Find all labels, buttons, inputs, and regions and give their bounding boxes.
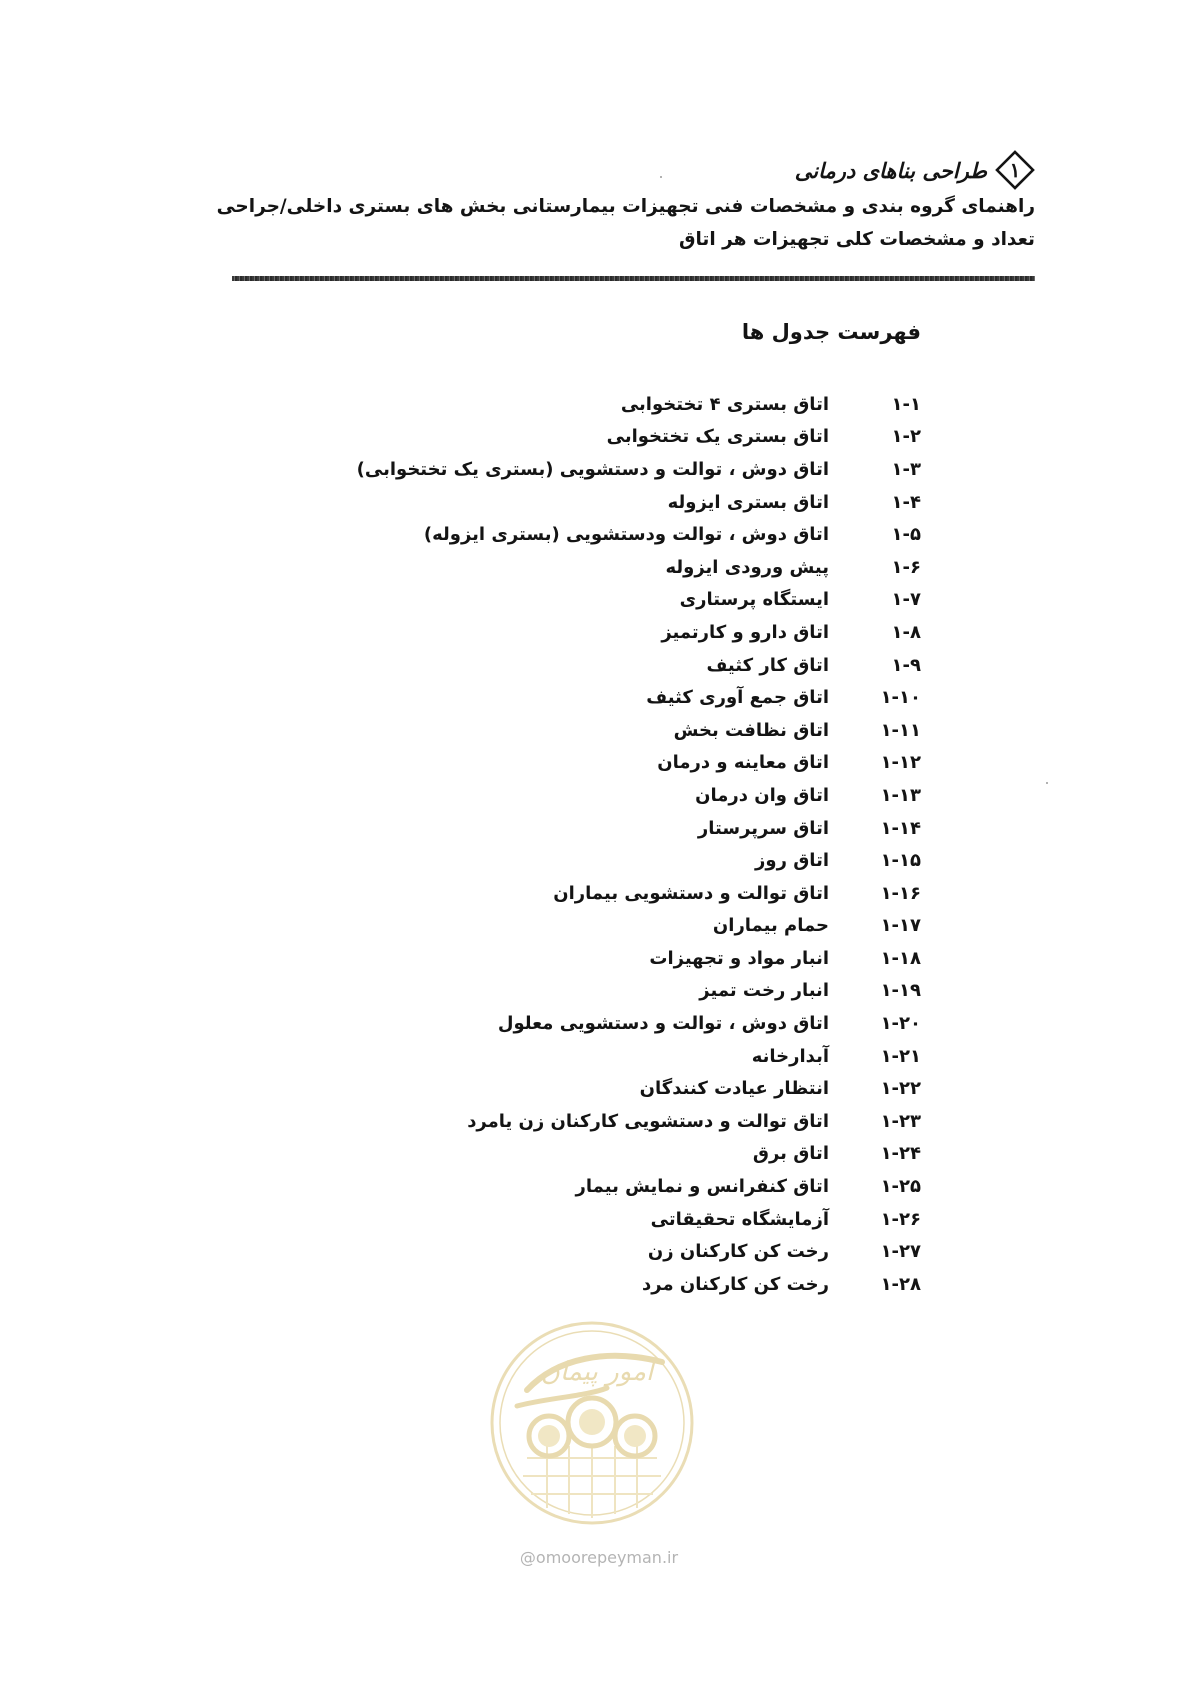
table-title: اتاق دوش ، توالت و دستشویی معلول (497, 1013, 829, 1035)
table-title: اتاق بستری یک تختخوابی (606, 426, 829, 448)
table-list-item (221, 1170, 921, 1203)
table-list-item (221, 714, 921, 747)
table-number: ۱-۳ (891, 458, 921, 480)
table-list-item (221, 681, 921, 714)
table-title: اتاق کنفرانس و نمایش بیمار (575, 1176, 829, 1198)
table-list-item (221, 1105, 921, 1138)
table-list-item (221, 1072, 921, 1105)
table-list-item (221, 486, 921, 519)
table-number: ۱-۲۸ (880, 1273, 921, 1295)
table-list-item (221, 812, 921, 845)
table-title: انبار رخت تمیز (699, 980, 829, 1002)
table-title: اتاق معاینه و درمان (657, 752, 829, 774)
scan-speck (1046, 782, 1048, 784)
table-list-item (221, 1268, 921, 1301)
table-title: اتاق جمع آوری کثیف (646, 687, 829, 709)
table-number: ۱-۱۵ (880, 850, 921, 872)
table-title: اتاق بستری ایزوله (667, 491, 829, 513)
table-number: ۱-۱۷ (880, 915, 921, 937)
table-list-item (221, 453, 921, 486)
list-heading: فهرست جدول ها (741, 320, 921, 344)
table-title: اتاق توالت و دستشویی کارکنان زن یامرد (467, 1110, 829, 1132)
table-number: ۱-۱۶ (880, 882, 921, 904)
table-number: ۱-۱ (891, 393, 921, 415)
table-number: ۱-۲۳ (880, 1110, 921, 1132)
table-list-item (221, 388, 921, 421)
document-subtitle: تعداد و مشخصات کلی تجهیزات هر اتاق (678, 229, 1035, 250)
table-title: اتاق بستری ۴ تختخوابی (620, 393, 829, 415)
table-list-item (221, 747, 921, 780)
table-title: ایستگاه پرستاری (679, 589, 829, 611)
table-number: ۱-۲۰ (880, 1013, 921, 1035)
scan-speck (660, 176, 662, 178)
table-list-item (221, 844, 921, 877)
table-number: ۱-۶ (891, 556, 921, 578)
watermark-logo (487, 1318, 697, 1528)
table-number: ۱-۹ (891, 654, 921, 676)
volume-number-badge (995, 150, 1035, 190)
series-title: طراحی بناهای درمانی (794, 157, 987, 183)
table-number: ۱-۸ (891, 621, 921, 643)
table-number: ۱-۵ (891, 524, 921, 546)
table-list-item (221, 649, 921, 682)
table-list-item (221, 518, 921, 551)
table-list-item (221, 1235, 921, 1268)
table-list-item (221, 616, 921, 649)
table-number: ۱-۱۰ (880, 687, 921, 709)
watermark-url: @omoorepeyman.ir (519, 1548, 679, 1567)
table-title: اتاق نظافت بخش (673, 719, 829, 741)
table-number: ۱-۲۴ (880, 1143, 921, 1165)
table-list-item (221, 1203, 921, 1236)
table-title: انتظار عیادت کنندگان (639, 1078, 829, 1100)
table-number: ۱-۲ (891, 426, 921, 448)
table-number: ۱-۱۱ (880, 719, 921, 741)
table-list (221, 388, 921, 1301)
table-list-item (221, 1138, 921, 1171)
table-number: ۱-۱۸ (880, 947, 921, 969)
table-title: آزمایشگاه تحقیقاتی (650, 1208, 829, 1230)
table-title: اتاق سرپرستار (697, 817, 829, 839)
table-list-item (221, 551, 921, 584)
table-title: اتاق توالت و دستشویی بیماران (553, 882, 829, 904)
table-list-item (221, 877, 921, 910)
table-number: ۱-۲۲ (880, 1078, 921, 1100)
table-number: ۱-۱۴ (880, 817, 921, 839)
document-title: راهنمای گروه بندی و مشخصات فنی تجهیزات بیمارستانی بخش های بستری داخلی/جراحی (216, 196, 1035, 217)
table-title: اتاق دارو و کارتمیز (661, 621, 829, 643)
table-number: ۱-۴ (891, 491, 921, 513)
table-title: اتاق دوش ، توالت ودستشویی (بستری ایزوله) (423, 524, 829, 546)
volume-number: ۱ (1009, 158, 1021, 182)
table-list-item (221, 942, 921, 975)
table-list-item (221, 1007, 921, 1040)
table-title: اتاق روز (755, 850, 829, 872)
table-number: ۱-۲۱ (880, 1045, 921, 1067)
table-title: انبار مواد و تجهیزات (649, 947, 829, 969)
table-list-item (221, 1040, 921, 1073)
table-list-item (221, 910, 921, 943)
watermark-logo-text: امور پیمان (540, 1357, 654, 1387)
table-number: ۱-۲۵ (880, 1176, 921, 1198)
series-header (795, 150, 1035, 190)
table-title: اتاق دوش ، توالت و دستشویی (بستری یک تختخوابی) (356, 458, 829, 480)
table-number: ۱-۱۹ (880, 980, 921, 1002)
table-title: رخت کن کارکنان زن (647, 1241, 829, 1263)
table-number: ۱-۱۲ (880, 752, 921, 774)
table-number: ۱-۲۷ (880, 1241, 921, 1263)
header-divider (232, 276, 1035, 281)
table-title: آبدارخانه (751, 1045, 829, 1067)
table-number: ۱-۲۶ (880, 1208, 921, 1230)
table-list-item (221, 975, 921, 1008)
table-title: رخت کن کارکنان مرد (642, 1273, 829, 1295)
table-list-item (221, 421, 921, 454)
watermark-seal-icon (487, 1318, 697, 1528)
table-list-item (221, 779, 921, 812)
table-title: پیش ورودی ایزوله (665, 556, 829, 578)
table-number: ۱-۷ (891, 589, 921, 611)
table-title: اتاق کار کثیف (706, 654, 829, 676)
table-title: اتاق برق (752, 1143, 829, 1165)
table-list-item (221, 584, 921, 617)
table-title: حمام بیماران (712, 915, 829, 937)
table-number: ۱-۱۳ (880, 784, 921, 806)
table-title: اتاق وان درمان (695, 784, 829, 806)
